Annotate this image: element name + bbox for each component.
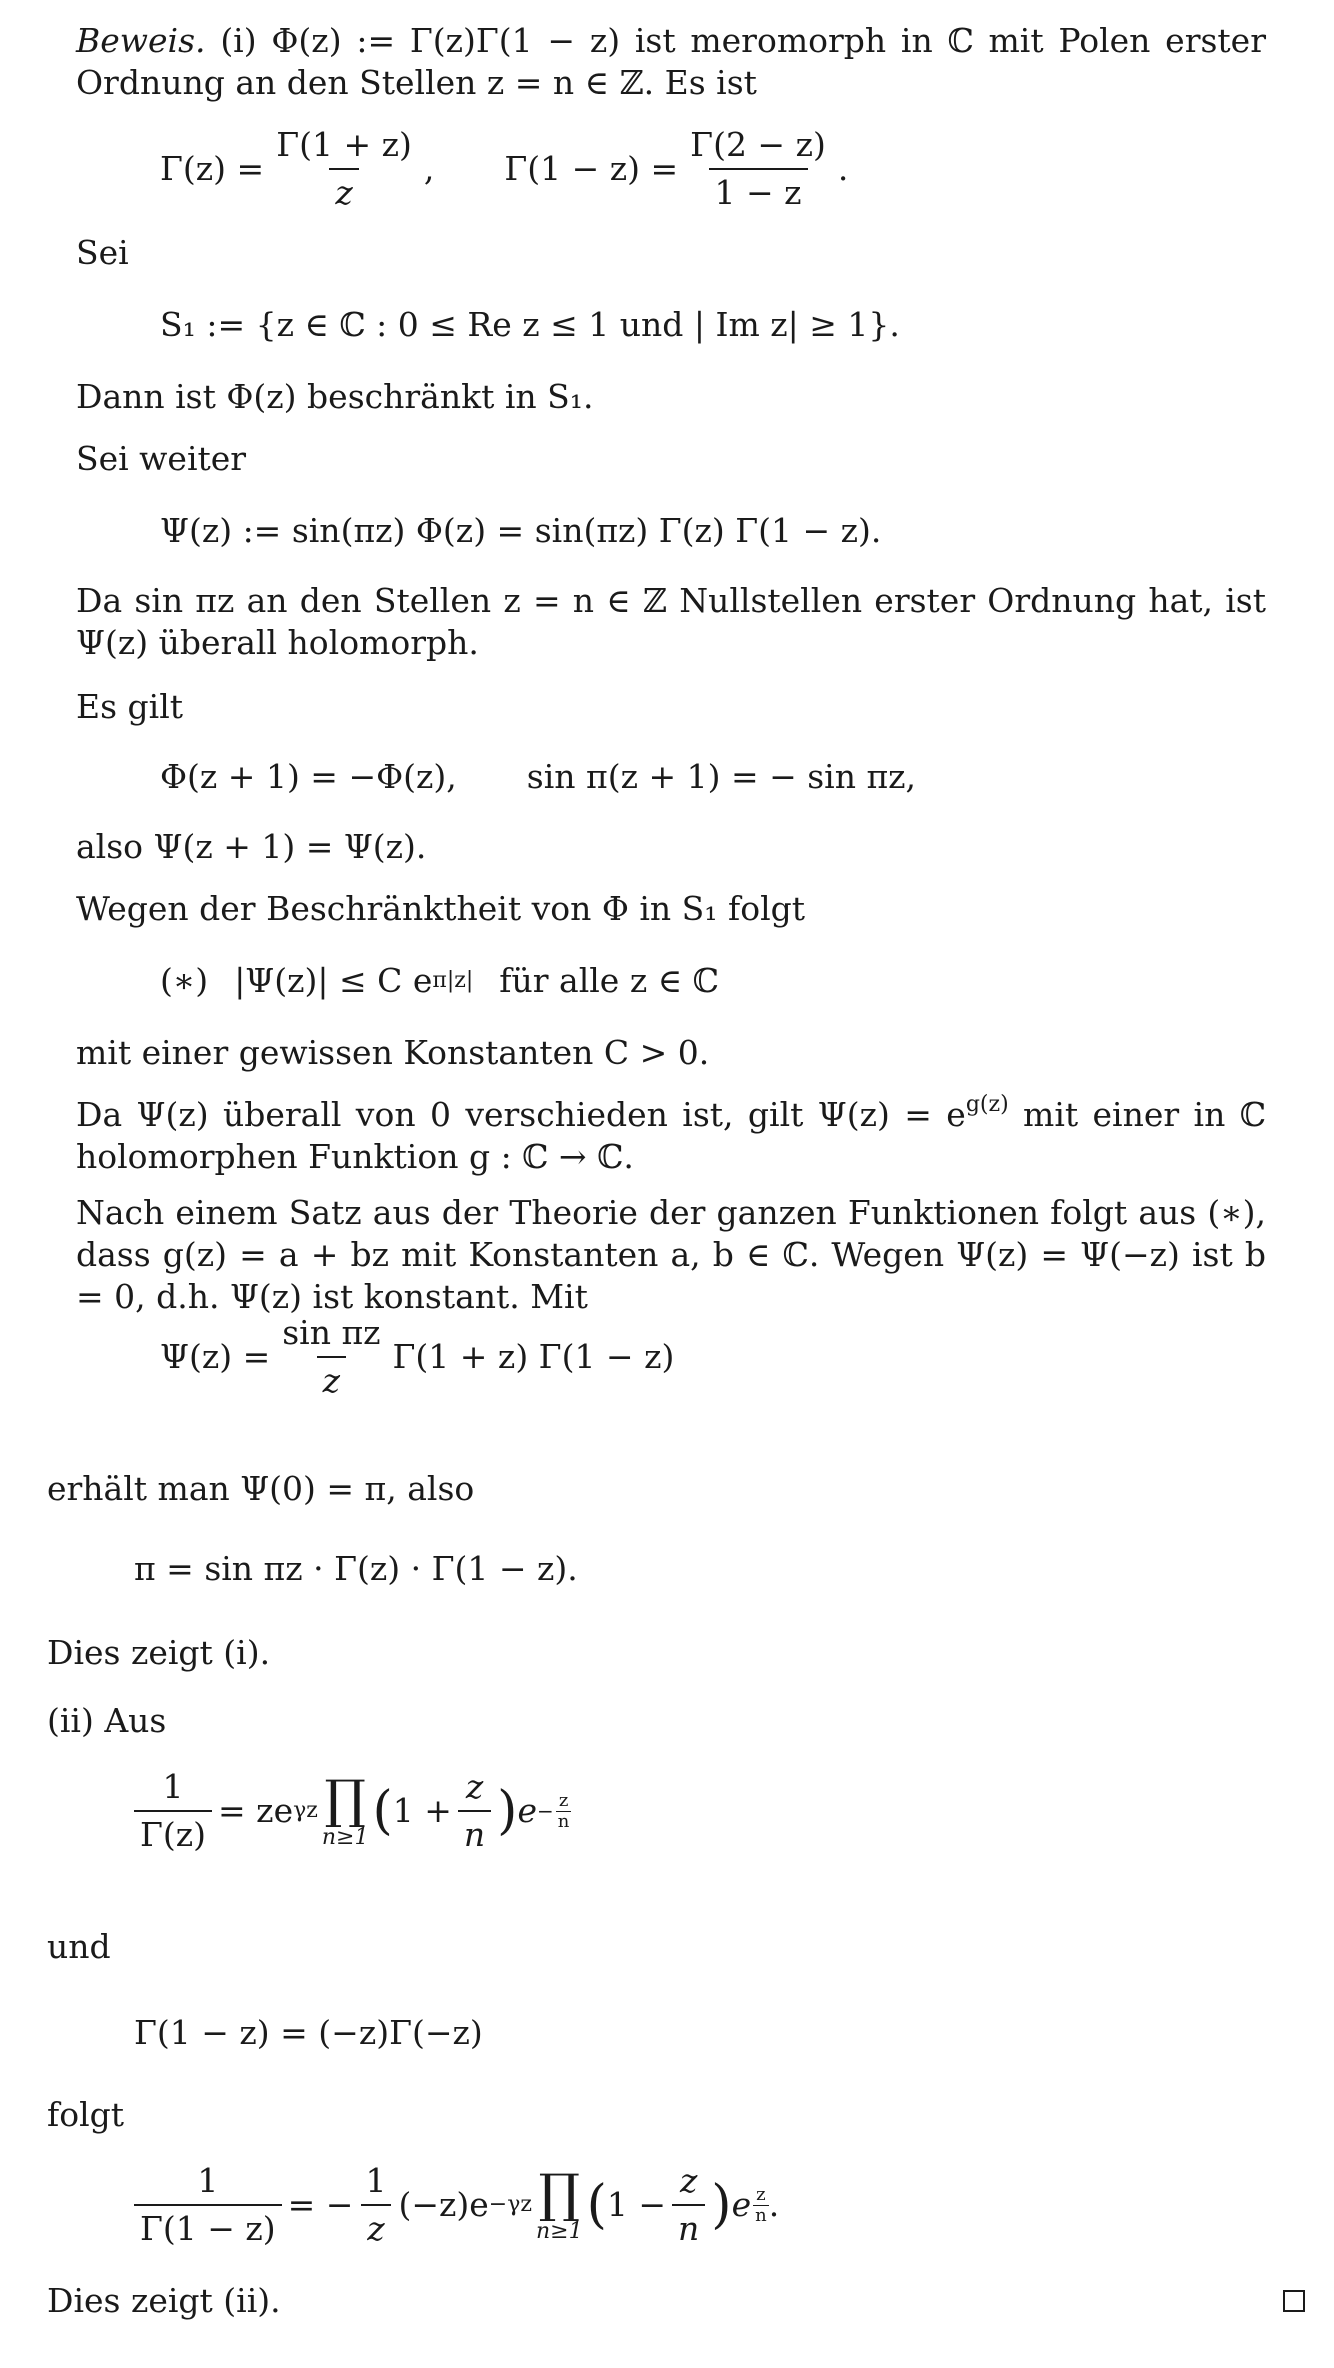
eq6-den: z — [317, 1356, 346, 1400]
eq8-fden: n — [458, 1810, 491, 1854]
eq1-fraction-b — [684, 126, 832, 212]
eq1-den-b: 1 − z — [709, 168, 808, 212]
equation-periodicity — [160, 756, 916, 798]
text-erhaelt: erhält man Ψ(0) = π, also — [47, 1469, 475, 1508]
text-da-holomorph: Da sin πz an den Stellen z = n ∈ ℤ Nullstellen erster Ordnung hat, ist Ψ(z) überall holomorph. — [76, 581, 1266, 662]
eq5-tag: (∗) — [160, 961, 209, 1000]
equation-reflection: π = sin πz · Γ(z) · Γ(1 − z). — [134, 1549, 578, 1588]
text-nach-einem-satz: Nach einem Satz aus der Theorie der ganzen Funktionen folgt aus (∗), dass g(z) = a + bz mit Konstanten a, b ∈ ℂ. Wegen Ψ(z) = Ψ(−z) ist b = 0, d.h. Ψ(z) ist konstant. Mit — [76, 1193, 1266, 1316]
eq4-b: sin π(z + 1) = − sin πz, — [526, 757, 917, 796]
eq10-mid: (−z)e — [398, 2185, 489, 2224]
eq10-coef-fraction — [359, 2162, 392, 2248]
eq10-inner-fraction — [672, 2162, 705, 2248]
equation-weierstrass-product: $\frac{1}{\Gamma(z)}$ = ze γz ∏ n≥1 ( 1 + $\frac{z}{n}$ ) e − $\frac{z}{n}$ — [128, 1768, 571, 1854]
eq6-lhs: Ψ(z) = — [160, 1337, 271, 1376]
product-limit: n≥1 — [321, 1825, 369, 1850]
eq8-num: 1 — [162, 1767, 184, 1806]
eq10-den: Γ(1 − z) — [134, 2204, 282, 2248]
product-symbol-2: ∏ — [538, 2164, 580, 2224]
eq10-eqs: = − — [287, 2185, 354, 2224]
eq6-num: sin πz — [282, 1313, 381, 1352]
eq8-den: Γ(z) — [134, 1810, 212, 1854]
eq1-end: . — [837, 149, 849, 188]
eq8-fraction — [134, 1768, 212, 1854]
product-limit-2: n≥1 — [535, 2219, 583, 2244]
text-dann: Dann ist Φ(z) beschränkt in S₁. — [76, 377, 594, 416]
p-da2-a: Da Ψ(z) überall von 0 verschieden ist, gilt Ψ(z) = e — [76, 1095, 966, 1134]
eq4-a: Φ(z + 1) = −Φ(z), — [160, 757, 457, 796]
text-ii-aus: (ii) Aus — [47, 1701, 167, 1740]
eq8-rpar: ) — [497, 1781, 518, 1841]
eq8-e: e — [517, 1791, 537, 1830]
eq1-num-b: Γ(2 − z) — [690, 125, 826, 164]
text-folgt: folgt — [47, 2095, 125, 2134]
text-es-gilt: Es gilt — [76, 687, 184, 726]
equation-psi-explicit — [160, 1314, 674, 1400]
eq10-eexp-num: z — [756, 2183, 766, 2205]
eq10-lpar: ( — [586, 2175, 607, 2235]
equation-gamma-shift: Γ(1 − z) = (−z)Γ(−z) — [134, 2013, 483, 2052]
eq6-rhs: Γ(1 + z) Γ(1 − z) — [392, 1337, 675, 1376]
eq10-e: e — [731, 2185, 752, 2224]
eq10-fden: n — [672, 2204, 705, 2248]
text-und: und — [47, 1927, 111, 1966]
p-da2-exponent: g(z) — [965, 1092, 1009, 1117]
eq1-num-a: Γ(1 + z) — [276, 125, 412, 164]
eq5-lhs: |Ψ(z)| ≤ C e — [234, 961, 433, 1000]
proof-intro-text: (i) Φ(z) := Γ(z)Γ(1 − z) ist meromorph in ℂ mit Polen erster Ordnung an den Stellen z = n ∈ ℤ. Es ist — [76, 21, 1266, 102]
eq10-num: 1 — [197, 2161, 219, 2200]
text-mit-konstante: mit einer gewissen Konstanten C > 0. — [76, 1033, 710, 1072]
text-sei: Sei — [76, 233, 129, 272]
eq8-eexp-sign: − — [537, 1799, 554, 1823]
text-also: also Ψ(z + 1) = Ψ(z). — [76, 827, 427, 866]
proof-label: Beweis. — [76, 21, 206, 60]
text-wegen: Wegen der Beschränktheit von Φ in S₁ folgt — [76, 889, 806, 928]
equation-s1-definition: S₁ := {z ∈ ℂ : 0 ≤ Re z ≤ 1 und | Im z| ≥ 1}. — [160, 305, 900, 344]
equation-reciprocal-gamma: $\frac{1}{\Gamma(1 - z)}$ = − $\frac{1}{z}$ (−z)e −γz ∏ n≥1 ( 1 − $\frac{z}{n}$ ) e $\frac{z}{n}$ . — [128, 2162, 779, 2248]
text-dies-zeigt-i: Dies zeigt (i). — [47, 1633, 271, 1672]
eq8-inner-fraction — [458, 1768, 491, 1854]
eq1-lhs-b: Γ(1 − z) = — [504, 149, 679, 188]
eq10-one: 1 − — [606, 2185, 667, 2224]
eq1-fraction-a — [270, 126, 418, 212]
proof-intro-paragraph — [76, 20, 1266, 104]
equation-gamma-identities — [160, 126, 848, 212]
text-sei-weiter: Sei weiter — [76, 439, 247, 478]
eq10-fraction — [134, 2162, 282, 2248]
eq10-eexp-den: n — [755, 2204, 767, 2226]
eq8-eexp-num: z — [558, 1789, 569, 1811]
eq10-cden: z — [361, 2204, 390, 2248]
eq1-lhs-a: Γ(z) = — [160, 149, 265, 188]
text-dies-zeigt-ii: Dies zeigt (ii). — [47, 2281, 281, 2320]
equation-star-bound: (∗) |Ψ(z)| ≤ C e π|z| für alle z ∈ ℂ — [160, 961, 719, 1000]
equation-psi-definition: Ψ(z) := sin(πz) Φ(z) = sin(πz) Γ(z) Γ(1 − z). — [160, 511, 882, 550]
eq10-eexp-fraction — [753, 2183, 769, 2226]
eq10-product — [535, 2164, 583, 2244]
eq10-rpar: ) — [711, 2175, 732, 2235]
qed-square-icon — [1283, 2290, 1305, 2312]
text-da-verschieden — [76, 1094, 1266, 1178]
eq8-product — [321, 1770, 369, 1850]
eq10-end: . — [768, 2185, 780, 2224]
eq8-one: 1 + — [392, 1791, 452, 1830]
eq8-eexp-fraction — [556, 1789, 572, 1832]
eq8-lpar: ( — [372, 1781, 393, 1841]
product-symbol: ∏ — [324, 1770, 366, 1830]
eq10-fnum: z — [679, 2161, 698, 2200]
eq1-sep: , — [423, 149, 435, 188]
p-da2-b: mit einer in ℂ holomorphen Funktion g : ℂ → ℂ. — [76, 1095, 1266, 1176]
eq8-mid: = ze — [218, 1791, 294, 1830]
eq5-rhs: für alle z ∈ ℂ — [499, 961, 719, 1000]
eq10-cnum: 1 — [365, 2161, 387, 2200]
eq8-fnum: z — [465, 1767, 484, 1806]
eq1-den-a: z — [329, 168, 358, 212]
eq6-fraction — [276, 1314, 386, 1400]
eq8-eexp-den: n — [557, 1810, 570, 1832]
